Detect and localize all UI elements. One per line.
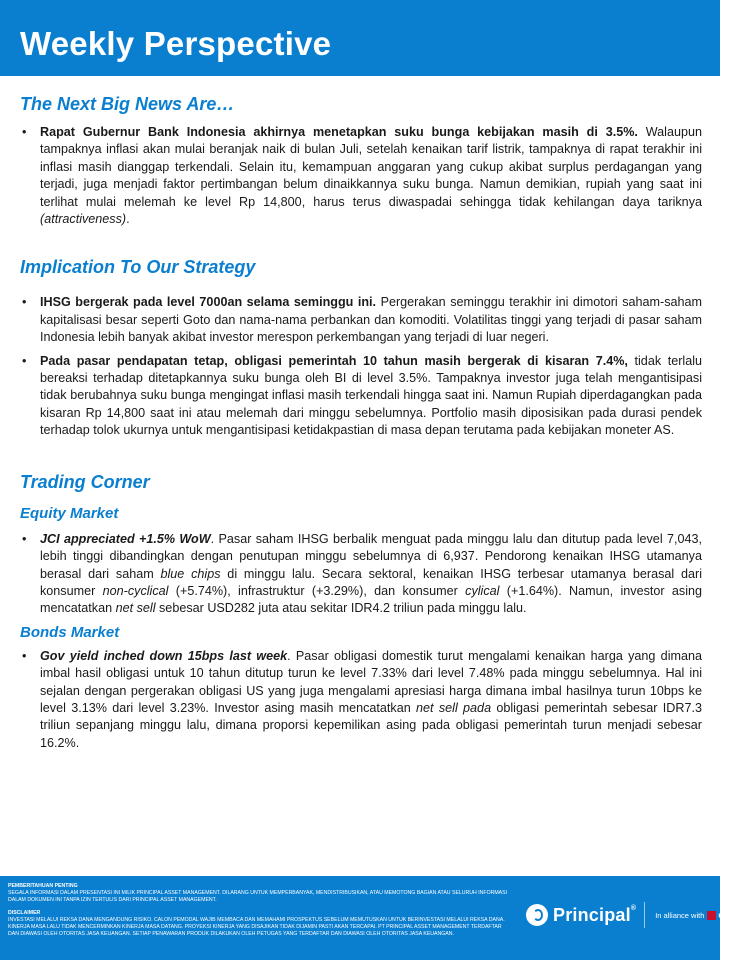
main-content [20,92,702,752]
brand-logo [526,900,738,930]
section-implication [20,255,702,439]
alliance-label: In alliance with CIMB [655,910,738,920]
list-item [20,353,702,440]
bullet-list [20,124,702,228]
partner-name: CIMB [718,910,738,920]
section-title: Implication To Our Strategy [20,257,256,278]
body-text: tidak terlalu bereaksi terhadap ditetapkannya suku bunga oleh BI di level 3.5%. Tampaknya investor juga telah mengantisipasi tidak berubahnya suku bunga mengingat inflasi masih terkendali hingga saat ini. Namun Rupiah diperdagangkan pada kisaran Rp 14,800 saat ini atau melemah dari minggu sebelumnya. Portfolio masih diposisikan pada durasi pendek terhadap tolok ukurnya untuk mengantisipasi ketidakpastian di masa depan terutama pada kebijakan moneter AS. [40,353,703,438]
body-text: (+5.74%), infrastruktur (+3.29%), dan konsumer [168,583,466,598]
brand-name: Principal® [553,904,637,925]
divider [644,902,645,928]
list-item [20,294,702,346]
section-title: Trading Corner [20,471,150,492]
legal-text [8,883,513,938]
list-item [20,124,702,228]
bold-italic-lead: JCI appreciated +1.5% WoW [40,531,211,546]
bonds-market-title: Bonds Market [20,623,120,641]
italic-text: (attractiveness) [40,212,127,227]
italic-text: blue chips [160,566,221,581]
disclaimer-title: DISCLAIMER [8,909,41,916]
italic-text: cylical [465,583,500,598]
body-text: Pergerakan seminggu terakhir ini dimotori saham-saham kapitalisasi besar seperti Goto dan nama-nama perbankan dan komoditi. Volatilitas tinggi yang terjadi di pasar saham Indonesia lebih banyak akibat investor merespon perkembangan yang terjadi di luar negeri. [40,295,703,345]
section-title: The Next Big News Are… [20,94,235,114]
bullet-list [20,294,702,439]
bold-lead: IHSG bergerak pada level 7000an selama seminggu ini. [40,295,377,310]
body-text: sebesar USD282 juta atau sekitar IDR4.2 triliun pada minggu lalu. [155,601,527,616]
body-text: di minggu lalu. Secara sektoral, kenaikan IHSG terbesar utamanya berasal dari konsumer [40,566,702,598]
body-text: obligasi pemerintah sebesar IDR7.3 triliun sepanjang minggu lalu, dimana proporsi kepemilikan asing pada obligasi pemerintah turun menjadi sebesar 16.2%. [40,700,702,750]
body-text: (+1.64%). Namun, investor asing mencatatkan [40,583,703,616]
page-title: Weekly Perspective [20,25,332,62]
bullet-list [20,648,702,752]
page-header [0,0,720,76]
disclaimer-text: INVESTASI MELALUI REKSA DANA MENGANDUNG RISIKO. CALON PEMODAL WAJIB MEMBACA DAN MEMAHAMI PROSPEKTUS SEBELUM MEMUTUSKAN UNTUK BERINVESTASI MELALUI REKSA DANA. KINERJA MASA LALU TIDAK MENCERMINKAN KINERJA MASA DATANG. PROYEKSI KINERJA YANG DISAJIKAN TIDAK DIJAMIN PASTI AKAN TERCAPAI. PT PRINCIPAL ASSET MANAGEMENT TERDAFTAR DAN DIAWASI OLEH OTORITAS JASA KEUANGAN. SETIAP PENAWARAN PRODUK DILAKUKAN OLEH PETUGAS YANG TERDAFTAR DAN DIAWASI OLEH OTORITAS JASA KEUANGAN. [8,916,505,938]
list-item [20,648,702,752]
notice-title: PEMBERITAHUAN PENTING [8,883,78,889]
bullet-list [20,531,702,618]
section-next-big-news [20,92,702,228]
italic-text: non-cyclical [102,583,169,598]
italic-text: net sell [115,601,156,616]
body-text: . Pasar saham IHSG berbalik menguat pada minggu lalu dan ditutup pada level 7,043, lebih tinggi dibandingkan dengan penutupan minggu sebelumnya di 6,937. Pendorong kenaikan IHSG utamanya berasal dari saham [40,531,702,581]
equity-market-title: Equity Market [20,504,119,522]
bold-lead: Rapat Gubernur Bank Indonesia akhirnya menetapkan suku bunga kebijakan masih di 3.5%. [40,125,638,139]
principal-logo-icon [526,904,548,926]
bold-lead: Pada pasar pendapatan tetap, obligasi pemerintah 10 tahun masih bergerak di kisaran 7.4%, [40,353,628,368]
body-text: Walaupun tampaknya inflasi akan mulai beranjak naik di bulan Juli, setelah kenaikan tarif listrik, tampaknya di rapat terakhir ini inflasi masih dianggap terkendali. Selain itu, kemampuan anggaran yang cukup akibat surplus perdagangan yang terjadi, juga menjadi faktor pertimbangan belum dinaikkannya suku bunga. Namun demikian, rupiah yang saat ini terlihat mulai melemah ke level Rp 14,800, harus terus diwaspadai sehingga tidak kehilangan daya tariknya [40,125,702,209]
section-trading-corner [20,470,702,752]
notice-text: SEGALA INFORMASI DALAM PRESENTASI INI MILIK PRINCIPAL ASSET MANAGEMENT. DILARANG UNTUK MEMPERBANYAK, MENDISTRIBUSIKAN, ATAU MEMOTONG BAGIAN ATAU SELURUH INFORMASI DALAM DOKUMEN INI TANPA IZIN TERTULIS DARI PRINCIPAL ASSET MANAGEMENT. [8,890,508,904]
body-text: . Pasar obligasi domestik turut mengalami kenaikan harga yang dimana imbal hasil obligasi untuk 10 tahun ditutup turun ke level 7.33% dari level 7.48% pada minggu sebelumnya. Hal ini sejalan dengan pergerakan obligasi US yang juga mengalami apresiasi harga dimana imbal hasilnya turun 10bps ke level 3.13% dari level 3.23%. Investor asing masih mencatatkan [40,648,702,715]
bold-italic-lead: Gov yield inched down 15bps last week [40,648,288,663]
list-item [20,531,702,618]
italic-text: net sell pada [416,700,492,715]
cimb-logo-icon [707,911,716,920]
body-text: . [126,212,130,227]
